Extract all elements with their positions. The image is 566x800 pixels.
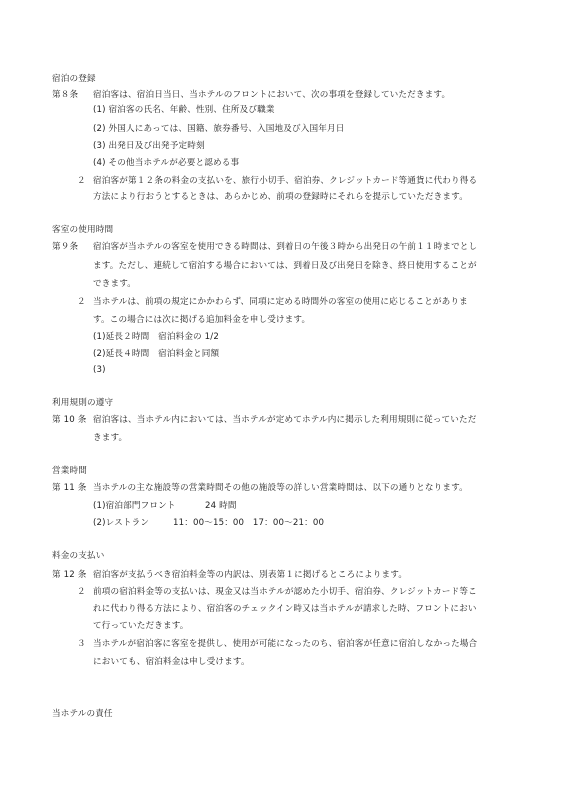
hours-value: 24 時間 bbox=[205, 501, 237, 511]
article-text: できます。 bbox=[93, 279, 137, 289]
paragraph-number: ２ bbox=[77, 587, 86, 597]
list-item: (1)延長２時間 宿泊料金の 1/2 bbox=[93, 332, 219, 342]
article-number: 第８条 bbox=[52, 90, 79, 100]
section-heading-rules: 利用規則の遵守 bbox=[52, 398, 114, 408]
list-item: (3) bbox=[93, 365, 106, 375]
list-item: (3) 出発日及び出発予定時刻 bbox=[93, 141, 205, 151]
article-text: 当ホテルの主な施設等の営業時間その他の施設等の詳しい営業時間は、以下の通りとなります。 bbox=[93, 483, 468, 493]
paragraph-text: れに代わり得る方法により、宿泊客のチェックイン時又は当ホテルが請求した時、フロントにおい bbox=[93, 604, 477, 614]
section-heading-registration: 宿泊の登録 bbox=[52, 74, 96, 84]
paragraph-number: ２ bbox=[77, 176, 86, 186]
article-text: 宿泊客は、当ホテル内においては、当ホテルが定めてホテル内に掲示した利用規則に従っていただ bbox=[93, 415, 477, 425]
paragraph-text: す。この場合には次に掲げる追加料金を申し受けます。 bbox=[93, 315, 311, 325]
paragraph-text: て行っていただきます。 bbox=[93, 621, 189, 631]
paragraph-text: 宿泊客が第１２条の料金の支払いを、旅行小切手、宿泊券、クレジットカード等通貨に代わり得る bbox=[93, 176, 478, 186]
article-text: 宿泊客が当ホテルの客室を使用できる時間は、到着日の午後３時から出発日の午前１１時までとし bbox=[93, 242, 478, 252]
list-item: (2) 外国人にあっては、国籍、旅券番号、入国地及び入国年月日 bbox=[93, 124, 345, 134]
paragraph-text: においても、宿泊料金は申し受けます。 bbox=[93, 657, 250, 667]
article-text: ます。ただし、連続して宿泊する場合においては、到着日及び出発日を除き、終日使用することが bbox=[93, 261, 477, 271]
section-heading-liability: 当ホテルの責任 bbox=[52, 709, 113, 719]
article-text: 宿泊客が支払うべき宿泊料金等の内訳は、別表第１に掲げるところによります。 bbox=[93, 570, 408, 580]
section-heading-payment: 料金の支払い bbox=[52, 551, 105, 561]
list-item: (2)延長４時間 宿泊料金と同額 bbox=[93, 349, 220, 359]
hours-value: 11：00～15：00 17：00～21：00 bbox=[173, 518, 325, 528]
hours-label: (1)宿泊部門フロント bbox=[93, 501, 176, 511]
article-text: 宿泊客は、宿泊日当日、当ホテルのフロントにおいて、次の事項を登録していただきます。 bbox=[93, 90, 451, 100]
article-number: 第 12 条 bbox=[52, 570, 87, 580]
article-text: きます。 bbox=[93, 433, 128, 443]
section-heading-business-hours: 営業時間 bbox=[52, 466, 87, 476]
article-number: 第 11 条 bbox=[52, 483, 87, 493]
paragraph-number: ２ bbox=[77, 297, 86, 307]
hours-label: (2)レストラン bbox=[93, 518, 150, 528]
list-item: (4) その他当ホテルが必要と認める事 bbox=[93, 158, 240, 168]
paragraph-number: ３ bbox=[77, 639, 86, 649]
list-item: (1) 宿泊客の氏名、年齢、性別、住所及び職業 bbox=[93, 105, 275, 115]
article-number: 第 10 条 bbox=[52, 415, 87, 425]
article-number: 第９条 bbox=[52, 242, 79, 252]
paragraph-text: 当ホテルが宿泊客に客室を提供し、使用が可能になったのち、宿泊客が任意に宿泊しなかった場合 bbox=[93, 639, 478, 649]
paragraph-text: 方法により行おうとするときは、あらかじめ、前項の登録時にそれらを提示していただきます。 bbox=[93, 192, 468, 202]
paragraph-text: 当ホテルは、前項の規定にかかわらず、同項に定める時間外の客室の使用に応じることがありま bbox=[93, 297, 468, 307]
section-heading-room-hours: 客室の使用時間 bbox=[52, 225, 114, 235]
list-item bbox=[93, 502, 237, 511]
list-item bbox=[93, 519, 324, 528]
paragraph-text: 前項の宿泊料金等の支払いは、現金又は当ホテルが認めた小切手、宿泊券、クレジットカード等こ bbox=[93, 587, 477, 597]
